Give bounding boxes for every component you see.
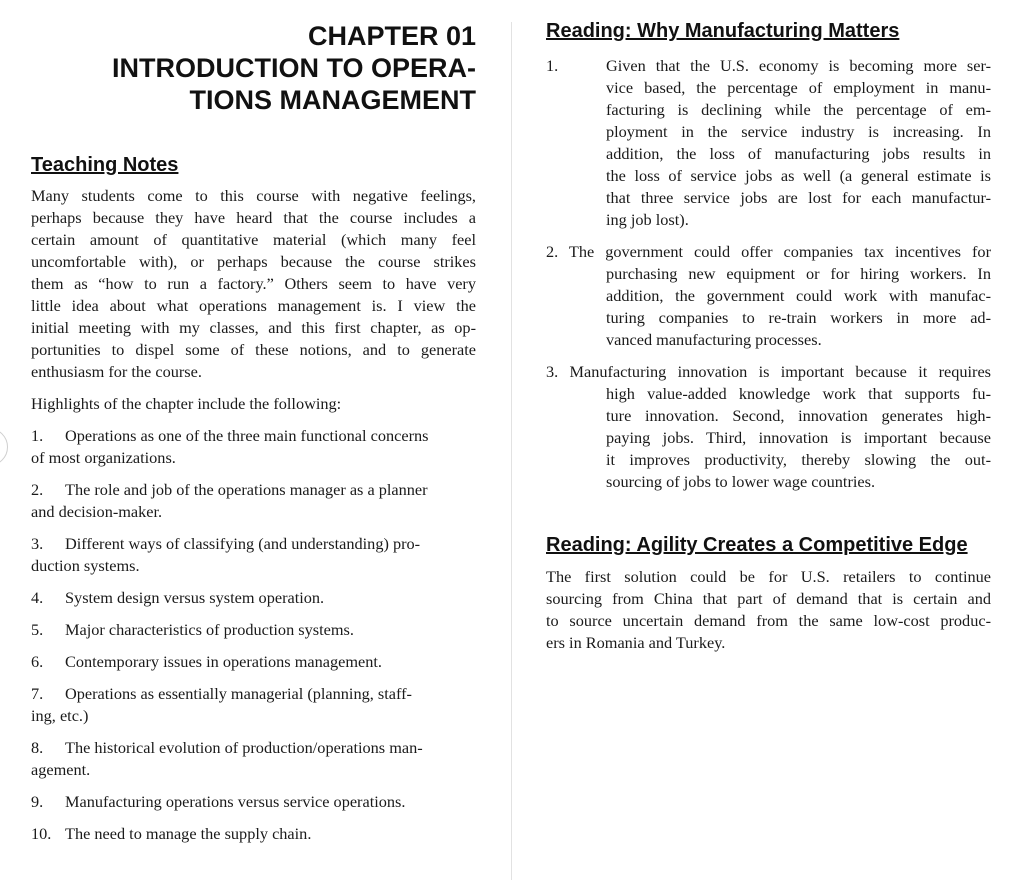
reading-1-heading: Reading: Why Manufacturing Matters: [546, 20, 900, 42]
chapter-number: CHAPTER 01: [307, 21, 476, 51]
item-text: Manufacturing operations versus service operations.: [65, 792, 406, 811]
item-number: 10.: [31, 824, 52, 843]
list-item: [31, 587, 476, 609]
item-number: 6.: [31, 652, 44, 671]
list-item: [31, 823, 476, 845]
item-number: 1.: [546, 56, 559, 75]
item-text: The historical evolution of production/operations man-: [65, 738, 423, 757]
item-line: high value-added knowledge work that supports fu-: [606, 384, 991, 403]
intro-line: certain amount of quantitative material (which many feel: [31, 230, 476, 249]
list-item: [31, 533, 476, 577]
item-line: paying jobs. Third, innovation is important because: [606, 428, 991, 447]
paragraph-line: ers in Romania and Turkey.: [546, 633, 726, 652]
right-column: [546, 20, 991, 654]
item-number: 2.: [31, 480, 44, 499]
intro-paragraph: [31, 185, 476, 383]
item-line: facturing is declining while the percentage of em-: [606, 100, 991, 119]
highlights-list: [31, 425, 476, 845]
highlights-intro: Highlights of the chapter include the following:: [31, 394, 342, 413]
item-text: Contemporary issues in operations management.: [65, 652, 382, 671]
item-line: purchasing new equipment or for hiring workers. In: [606, 264, 991, 283]
intro-line: enthusiasm for the course.: [31, 362, 202, 381]
item-number: 3.: [31, 534, 44, 553]
list-item: [546, 241, 991, 351]
column-divider: [511, 22, 512, 880]
paragraph-line: The first solution could be for U.S. retailers to continue: [546, 567, 991, 586]
list-item: [31, 651, 476, 673]
item-number: 4.: [31, 588, 44, 607]
item-number: 9.: [31, 792, 44, 811]
list-item: [31, 479, 476, 523]
chapter-title-line-1: INTRODUCTION TO OPERA-: [112, 53, 476, 83]
intro-line: little idea about what operations management is. I view the: [31, 296, 476, 315]
chapter-title-line-2: TIONS MANAGEMENT: [189, 85, 476, 115]
item-line: addition, the loss of manufacturing jobs results in: [606, 144, 991, 163]
item-line: the loss of service jobs as well (a general estimate is: [606, 166, 991, 185]
left-column: [31, 20, 476, 845]
item-number: 3.: [546, 362, 559, 381]
item-line: ture innovation. Second, innovation generates high-: [606, 406, 991, 425]
paragraph-line: to source uncertain demand from the same low-cost produc-: [546, 611, 991, 630]
item-line: that three service jobs are lost for each manufactur-: [606, 188, 991, 207]
list-item: [31, 791, 476, 813]
item-line: sourcing of jobs to lower wage countries.: [606, 472, 876, 491]
item-text-cont: duction systems.: [31, 556, 140, 575]
list-item: [31, 683, 476, 727]
item-text: The need to manage the supply chain.: [65, 824, 312, 843]
item-text-cont: ing, etc.): [31, 706, 89, 725]
teaching-notes-heading: Teaching Notes: [31, 154, 179, 176]
item-line: turing companies to re-train workers in more ad-: [606, 308, 991, 327]
item-line: The government could offer companies tax incentives for: [568, 242, 991, 261]
item-number: 1.: [31, 426, 44, 445]
list-item: [31, 425, 476, 469]
item-line: Given that the U.S. economy is becoming more ser-: [606, 56, 991, 75]
item-number: 5.: [31, 620, 44, 639]
intro-line: initial meeting with my classes, and this first chapter, as op-: [31, 318, 476, 337]
intro-line: Many students come to this course with negative feelings,: [31, 186, 476, 205]
item-line: vice based, the percentage of employment in manu-: [606, 78, 991, 97]
list-item: [31, 619, 476, 641]
item-line: Manufacturing innovation is important because it requires: [569, 362, 992, 381]
item-number: 7.: [31, 684, 44, 703]
chapter-title: [31, 20, 476, 116]
item-line: ing job lost).: [606, 210, 689, 229]
list-item: [546, 361, 991, 493]
intro-line: portunities to dispel some of these notions, and to generate: [31, 340, 476, 359]
intro-line: them as “how to run a factory.” Others seem to have very: [31, 274, 476, 293]
intro-line: uncomfortable with), or perhaps because the course strikes: [31, 252, 476, 271]
item-text-cont: agement.: [31, 760, 91, 779]
item-text: Operations as one of the three main functional concerns: [65, 426, 429, 445]
item-text: Different ways of classifying (and understanding) pro-: [65, 534, 421, 553]
item-text: Operations as essentially managerial (planning, staff-: [65, 684, 412, 703]
list-item: [31, 737, 476, 781]
item-text: The role and job of the operations manager as a planner: [65, 480, 428, 499]
reading-2-heading: Reading: Agility Creates a Competitive Edge: [546, 534, 968, 556]
reading-2-paragraph: [546, 566, 991, 654]
item-text: Major characteristics of production systems.: [65, 620, 354, 639]
margin-marker: [0, 428, 8, 466]
list-item: [546, 55, 991, 231]
item-line: vanced manufacturing processes.: [606, 330, 822, 349]
item-line: it improves productivity, thereby slowing the out-: [606, 450, 991, 469]
item-number: 8.: [31, 738, 44, 757]
intro-line: perhaps because they have heard that the course includes a: [31, 208, 476, 227]
item-text-cont: of most organizations.: [31, 448, 176, 467]
item-text: System design versus system operation.: [65, 588, 325, 607]
paragraph-line: sourcing from China that part of demand that is certain and: [546, 589, 991, 608]
item-line: ployment in the service industry is increasing. In: [606, 122, 991, 141]
item-line: addition, the government could work with manufac-: [606, 286, 991, 305]
item-text-cont: and decision-maker.: [31, 502, 163, 521]
item-number: 2.: [546, 242, 559, 261]
